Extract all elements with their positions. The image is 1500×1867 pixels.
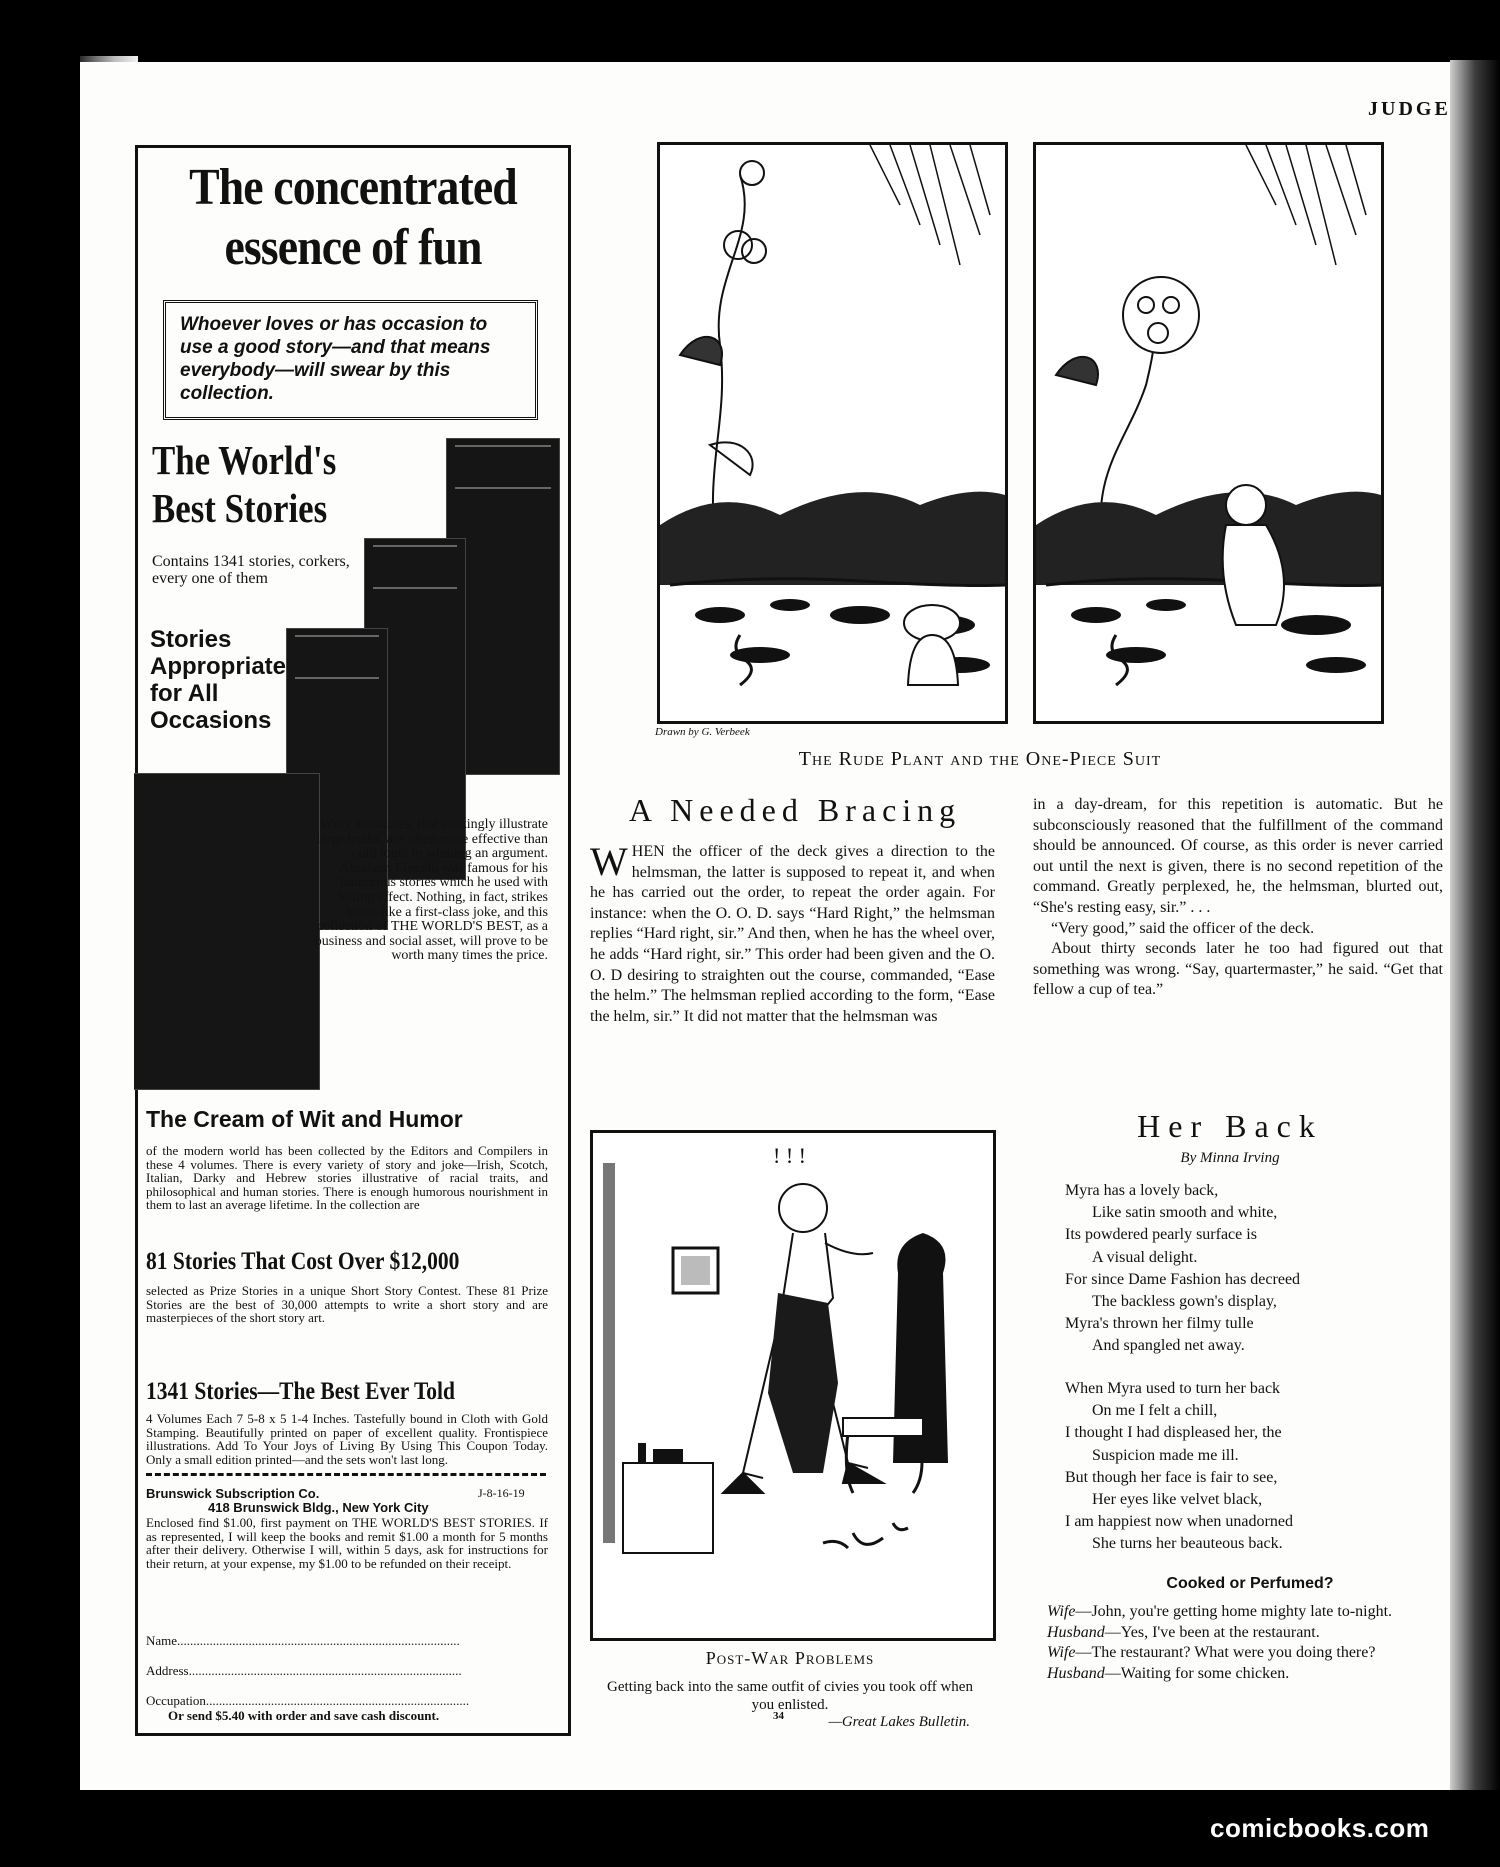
ad-81-body: selected as Prize Stories in a unique Short Story Contest. These 81 Prize Stories are the best of 30,000 attempts to write a short story and are masterpieces of the short story art. (146, 1283, 548, 1325)
joke-line: —Waiting for some chicken. (1104, 1664, 1290, 1682)
article-col2-para2: “Very good,” said the officer of the deck. (1051, 919, 1315, 937)
poem-line: Her eyes like velvet black, (1092, 1491, 1263, 1509)
poem-line: Myra's thrown her filmy tulle (1065, 1315, 1254, 1333)
poem-line: She turns her beauteous back. (1092, 1535, 1283, 1553)
joke-heading: Cooked or Perfumed? (1166, 1575, 1334, 1592)
watermark: comicbooks.com (1210, 1813, 1430, 1843)
ad-title-line1: The concentrated (189, 159, 517, 216)
postwar-illustration (593, 1133, 993, 1638)
coupon-company: Brunswick Subscription Co. (146, 1486, 320, 1501)
poem-line: And spangled net away. (1092, 1337, 1245, 1355)
poem-byline: By Minna Irving (1180, 1150, 1280, 1166)
plant-illustration-2 (1036, 145, 1381, 721)
postwar-cartoon (590, 1130, 996, 1641)
poem-stanza-1 (1065, 1180, 1435, 1358)
coupon-body: Enclosed find $1.00, first payment on THE WORLD'S BEST STORIES. If as represented, I will keep the books and remit $1.00 a month for 5 months after their delivery. Otherwise I will, within 5 days, ask for instructions for their return, at your expense, my $1.00 to be refunded on their receipt. (146, 1515, 548, 1571)
poem-line: But though her face is fair to see, (1065, 1468, 1278, 1486)
running-header: JUDGE (1368, 98, 1451, 120)
article-col2-para3: About thirty seconds later he too had figured out that something was wrong. “Say, quartermaster,” he said. “Get that fellow a cup of tea.” (1033, 940, 1443, 999)
ad-book-title-line1: The World's (152, 437, 337, 483)
coupon-occupation-field[interactable]: Occupation................................................................................. (146, 1693, 470, 1708)
article-col2-para1: in a day-dream, for this repetition is automatic. But he subconsciously reasoned that the fulfillment of the command should be announced. Of course, as this order is never carried out until the next is given, there is no second repetition of the command. Greatly perplexed, he, the helmsman, blurted out, “She's resting easy, sir.” . . . (1033, 796, 1443, 916)
poem-line: Its powdered pearly surface is (1065, 1226, 1257, 1244)
poem-line: The backless gown's display, (1092, 1293, 1277, 1311)
poem-line: On me I felt a chill, (1092, 1402, 1218, 1420)
page-number: 34 (773, 1710, 784, 1722)
poem-stanza-2 (1065, 1378, 1435, 1556)
ad-book-title (152, 436, 336, 532)
book-volume-1 (134, 773, 320, 1090)
postwar-body: Getting back into the same outfit of civies you took off when you enlisted. (607, 1679, 973, 1713)
advertisement (135, 145, 571, 1736)
cartoon-panel-2 (1033, 142, 1384, 724)
poem-line: Myra has a lovely back, (1065, 1182, 1219, 1199)
page-right-edge (1450, 60, 1500, 1800)
postwar-source: —Great Lakes Bulletin. (828, 1714, 970, 1730)
ad-title-line2: essence of fun (224, 219, 482, 276)
coupon-footer: Or send $5.40 with order and save cash discount. (168, 1708, 440, 1723)
article-column-1 (590, 839, 996, 1027)
ad-1341-heading: 1341 Stories—The Best Ever Told (146, 1378, 455, 1405)
poem-line: Like satin smooth and white, (1092, 1204, 1278, 1222)
ad-1341-body: 4 Volumes Each 7 5-8 x 5 1-4 Inches. Tastefully bound in Cloth with Gold Stamping. Beautifully printed on paper of excellent quality. Frontispiece illustrations. Add To Your Joys of Living By Using This Coupon Today. Only a small edition printed—and the sets won't last long. (146, 1411, 548, 1467)
poem-line: Suspicion made me ill. (1092, 1446, 1239, 1464)
article-col1-text: HEN the officer of the deck gives a direction to the helmsman, the latter is supposed to repeat it, and when he has carried out the order, to repeat the order again. For instance: when the O. O. D. says “Hard Right,” the helmsman replies “Hard right, sir.” And then, when he has the wheel over, he adds “Hard right, sir.” This order had been given and the O. O. D desiring to straighten out the course, commanded, “Ease the helm.” The helmsman replied according to the form, “Ease the helm, sir.” It did not matter that the helmsman was (590, 843, 996, 1025)
ad-81-heading: 81 Stories That Cost Over $12,000 (146, 1248, 460, 1275)
coupon-address-field[interactable]: Address.................................................................................... (146, 1663, 462, 1678)
ad-tagline-box: Whoever loves or has occasion to use a good story—and that means everybody—will swear by this collection. (163, 300, 538, 420)
ad-contains-text: Contains 1341 stories, corkers, every one of them (152, 553, 350, 587)
speaker-label: Wife (1047, 1603, 1076, 1620)
postwar-caption: Post-War Problems (705, 1648, 875, 1668)
poem-line: I thought I had displeased her, the (1065, 1424, 1282, 1442)
speaker-label: Husband (1047, 1664, 1105, 1682)
ad-title (164, 158, 542, 278)
joke-body (1027, 1602, 1442, 1684)
cartoon-caption: The Rude Plant and the One-Piece Suit (798, 748, 1162, 770)
poem-line: For since Dame Fashion has decreed (1065, 1270, 1301, 1288)
joke-line: —Yes, I've been at the restaurant. (1104, 1623, 1320, 1641)
ad-stories-heading: Stories Appropriate for All Occasions (150, 626, 287, 734)
joke-line: —The restaurant? What were you doing there? (1075, 1644, 1376, 1662)
speaker-label: Husband (1047, 1623, 1105, 1641)
cartoon-panel-1 (657, 142, 1008, 724)
ad-cream-heading: The Cream of Wit and Humor (146, 1106, 463, 1132)
poem-line: A visual delight. (1092, 1248, 1198, 1266)
cartoon-credit: Drawn by G. Verbeek (655, 726, 750, 738)
drop-cap: W (590, 839, 628, 884)
coupon-code: J-8-16-19 (478, 1486, 525, 1500)
coupon-name-field[interactable]: Name....................................................................................... (146, 1633, 460, 1648)
coupon-address: 418 Brunswick Bldg., New York City (208, 1500, 429, 1515)
svg-text:! ! !: ! ! ! (773, 1143, 806, 1168)
article-heading: A Needed Bracing (628, 792, 962, 828)
ad-book-title-line2: Best Stories (152, 485, 328, 531)
plant-illustration-1 (660, 145, 1005, 721)
article-column-2 (1033, 795, 1443, 1001)
ad-witty-text: Witty anecdotes, that strikingly illustrate large truths, are often more effective than cold logic in winning an argument. Abraham Lincoln was famous for his humorous stories which he used with telling effect. Nothing, in fact, strikes home like a first-class joke, and this collection of THE WORLD'S BEST, as a business and social asset, will prove to be worth many times the price. (314, 817, 548, 964)
ad-cream-body: of the modern world has been collected by the Editors and Compilers in these 4 volumes. There is every variety of story and joke—Irish, Scotch, Italian, Darky and Hebrew stories illustrative of racial traits, and philosophical and human stories. There is enough humorous nourishment in them to last an average lifetime. In the collection are (146, 1143, 548, 1212)
coupon-cut-line (146, 1473, 546, 1476)
poem-line: When Myra used to turn her back (1065, 1380, 1281, 1397)
poem-title: Her Back (1137, 1108, 1323, 1144)
speaker-label: Wife (1047, 1644, 1076, 1662)
poem-line: I am happiest now when unadorned (1065, 1513, 1293, 1531)
joke-line: —John, you're getting home mighty late to-night. (1075, 1603, 1393, 1620)
